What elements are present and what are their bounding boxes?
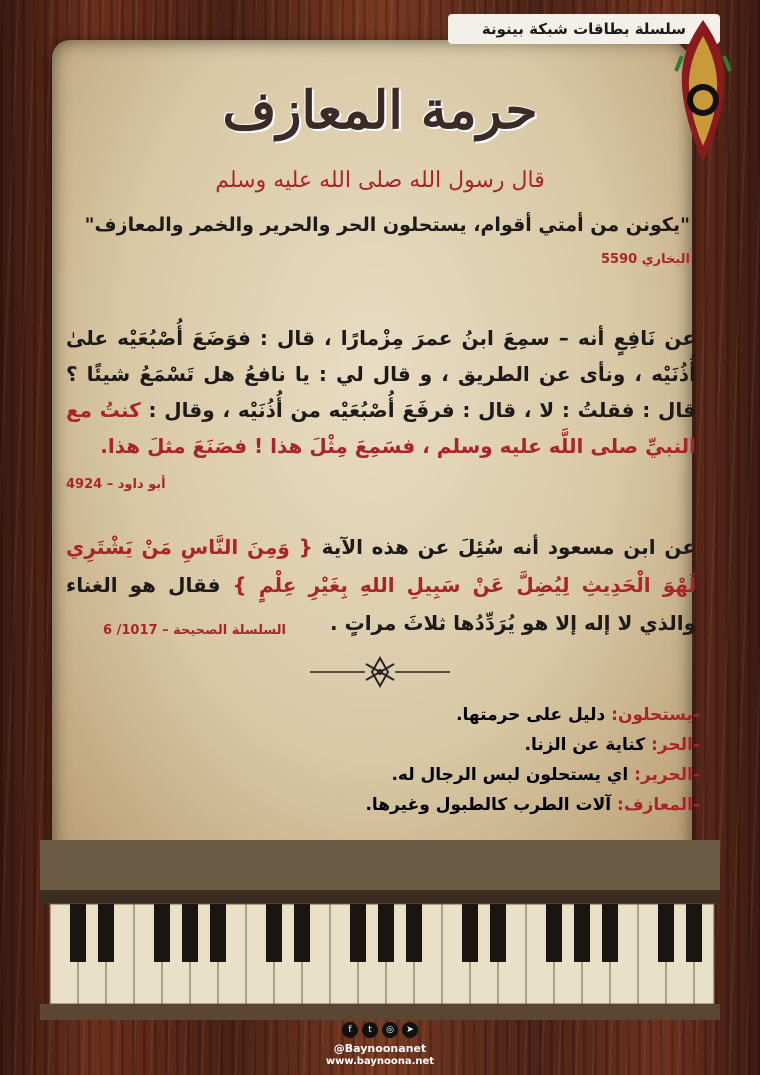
hadith-2-source [66,477,186,492]
note-text: آلات الطرب كالطبول وغيرها. [365,795,618,815]
hadith-2-highlight: كنتُ مع النبيِّ صلى اللَّه عليه وسلم ، فسَمِعَ مِثْلَ هذا ! فصَنَعَ مثلَ هذا. [66,398,696,458]
note-text: كناية عن الزنا. [524,735,652,755]
note-key: الحرير: [634,765,693,785]
page-title: حرمة المعازف [222,80,538,141]
note-text: دليل على حرمتها. [456,705,612,725]
note-text: اي يستحلون لبس الرجال له. [391,765,635,785]
note-key: المعازف: [617,795,693,815]
hadith-3-text-before: عن ابن مسعود أنه سُئِلَ عن هذه الآية [321,535,697,559]
hadith-3-verse: { وَمِنَ النَّاسِ مَنْ يَشْتَرِي لَهْوَ الْحَدِيثِ لِيُضِلَّ عَنْ سَبِيلِ اللهِ بِغَيْرِ عِلْمٍ } [66,535,696,597]
note-item: -الحر: كناية عن الزنا. [524,735,700,755]
note-key: الحر: [651,735,693,755]
hadith-1-source: البخاري 5590 [600,252,690,267]
facebook-icon[interactable]: f [342,1022,358,1038]
series-label: سلسلة بطاقات شبكة بينونة [448,14,720,44]
twitter-icon[interactable]: t [362,1022,378,1038]
note-item: -يستحلون: دليل على حرمتها. [456,705,700,725]
note-item: -المعازف: آلات الطرب كالطبول وغيرها. [365,795,700,815]
hadith-2-text: عن نَافِعٍ أنه – سمِعَ ابنُ عمرَ مِزْمارًا ، قال : فوَضَعَ أُصْبُعَيْه علىٰ أُذُنَيْه ، ونأى عن الطريق ، و قال لي : يا نافعُ هل تَسْمَعُ شيئًا ؟ قال : فقلتُ : لا ، قال : فرفَعَ أُصْبُعَيْه من أُذُنَيْه ، وقال : [66,326,696,422]
hadith-3-source: السلسلة الصحيحة – 1017/ 6 [103,623,286,638]
hadith-1-text: "يكونن من أمتي أقوام، يستحلون الحر والحرير والخمر والمعازف" [84,214,690,236]
telegram-icon[interactable]: ➤ [402,1022,418,1038]
hadith-2-source-text: أبو داود – 4924 [66,477,166,492]
hadith-2 [66,320,696,464]
baynoona-logo [672,16,734,166]
prophet-said-heading: قال رسول الله صلى الله عليه وسلم [215,168,545,193]
social-icons [318,1022,442,1040]
social-handle[interactable]: @Baynoonanet [333,1042,427,1055]
note-item: -الحرير: اي يستحلون لبس الرجال له. [391,765,700,785]
hadith-3-text-after: فقال هو الغناء والذي لا إله إلا هو يُرَدِّدُها ثلاثَ مراتٍ . [66,573,696,635]
note-key: يستحلون: [611,705,693,725]
divider-ornament [310,656,450,688]
website-link[interactable]: www.baynoona.net [325,1056,435,1067]
piano-keyboard-image [40,840,720,1020]
notes-list [360,700,700,820]
instagram-icon[interactable]: ◎ [382,1022,398,1038]
